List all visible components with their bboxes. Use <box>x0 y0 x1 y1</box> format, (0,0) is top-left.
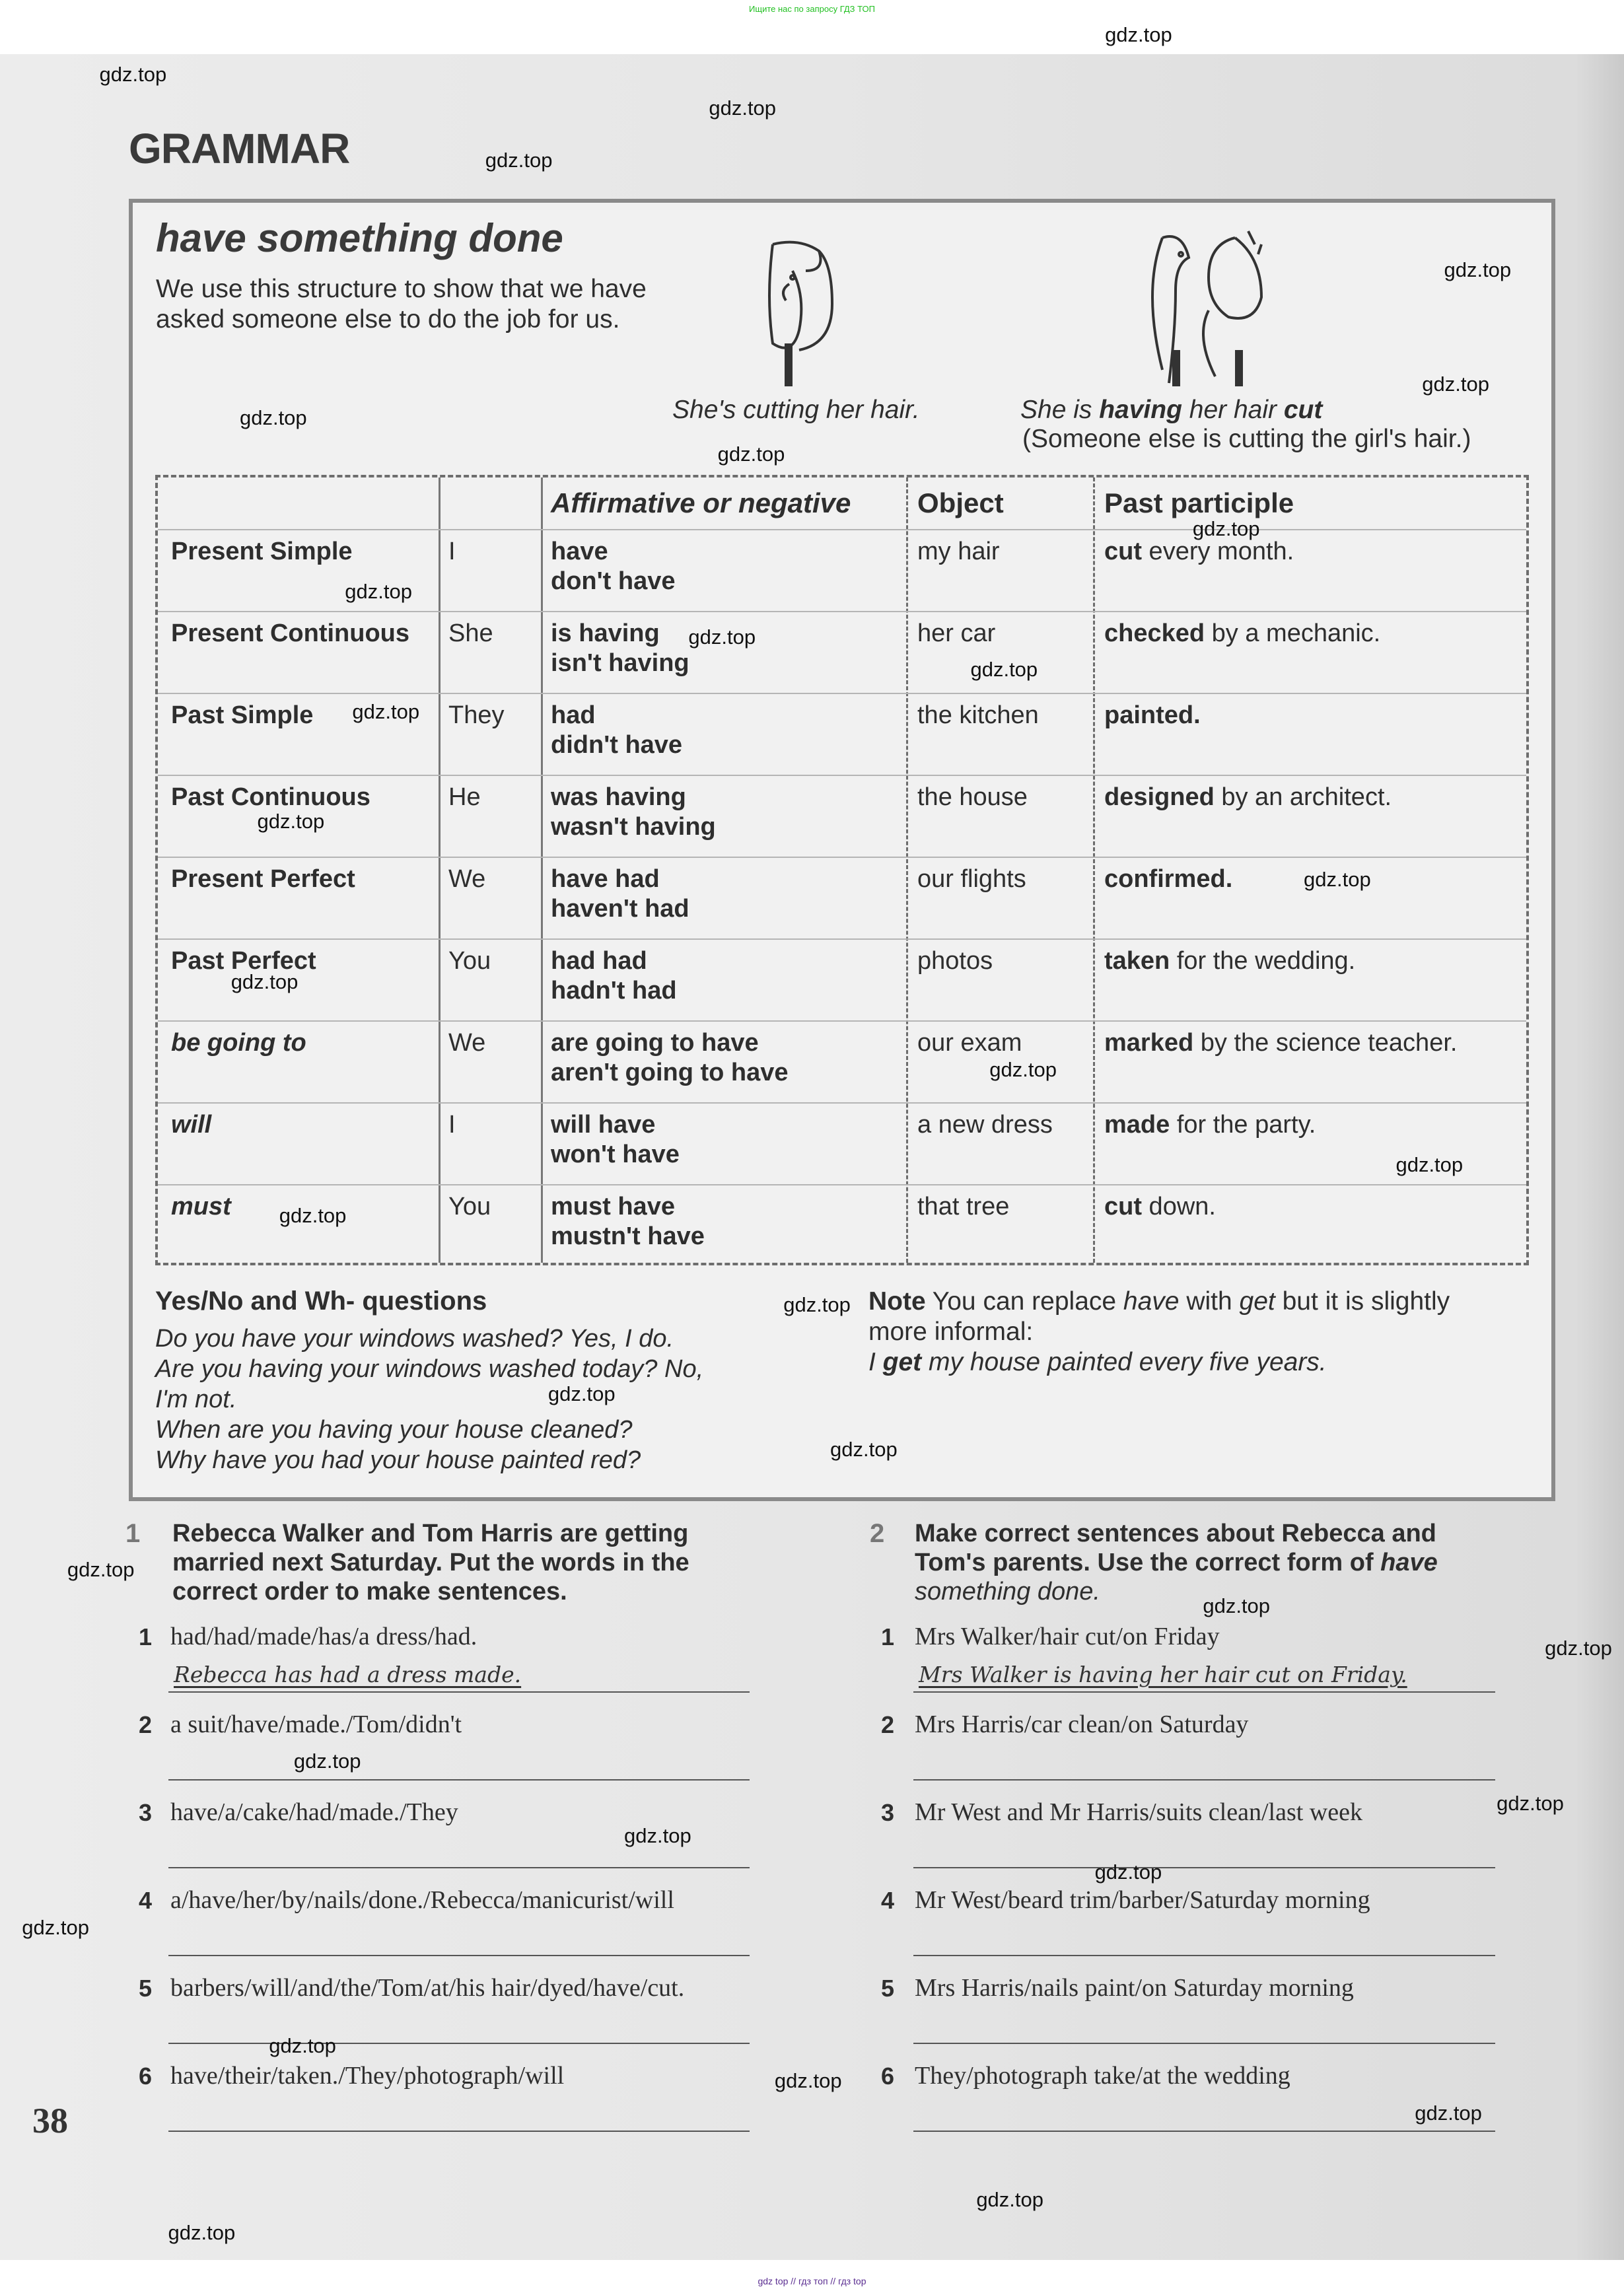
answer-line[interactable] <box>168 1691 750 1693</box>
watermark: gdz.top <box>1192 517 1260 541</box>
participle-rest: by a mechanic. <box>1205 619 1381 647</box>
watermark: gdz.top <box>1415 2101 1482 2125</box>
watermark: gdz.top <box>269 2034 336 2058</box>
note <box>868 1287 1529 1378</box>
answer-line[interactable] <box>168 2043 750 2044</box>
participle-rest: by the science teacher. <box>1193 1029 1458 1057</box>
note-example: my house painted every five years. <box>921 1348 1327 1376</box>
exercise-1-instructions <box>172 1519 689 1606</box>
watermark: gdz.top <box>783 1293 851 1317</box>
item-prompt: barbers/will/and/the/Tom/at/his hair/dyed/have/cut. <box>170 1974 685 2002</box>
item-prompt: have/their/taken./They/photograph/will <box>170 2062 565 2090</box>
row-divider <box>158 1184 1526 1185</box>
watermark: gdz.top <box>1203 1594 1271 1618</box>
negative: wasn't having <box>551 813 716 841</box>
tense-name: Past Perfect <box>171 947 316 975</box>
watermark: gdz.top <box>22 1915 89 1939</box>
negative: won't have <box>551 1141 680 1168</box>
affirmative: had had <box>551 947 647 975</box>
instr-line: married next Saturday. Put the words in the <box>172 1549 689 1576</box>
affirmative: is having <box>551 619 660 647</box>
item-number: 1 <box>139 1623 153 1650</box>
illustration-girl-having-hair-cut <box>1136 225 1354 390</box>
watermark: gdz.top <box>1497 1791 1564 1815</box>
participle: marked <box>1104 1029 1194 1057</box>
caption-cutting: She's cutting her hair. <box>672 396 920 424</box>
watermark: gdz.top <box>1094 1860 1162 1884</box>
participle: confirmed. <box>1104 865 1233 893</box>
question-line: Why have you had your house painted red? <box>155 1446 641 1474</box>
exercise-1-number: 1 <box>125 1519 141 1548</box>
watermark: gdz.top <box>709 96 777 120</box>
item-number: 5 <box>881 1975 895 2002</box>
answer-line[interactable] <box>913 1867 1495 1868</box>
negative: didn't have <box>551 731 683 759</box>
item-number: 6 <box>881 2063 895 2090</box>
negative: hadn't had <box>551 977 677 1005</box>
table-header: Object <box>917 487 1004 518</box>
object: our exam <box>917 1029 1022 1057</box>
subject: I <box>448 538 456 565</box>
caption-explanation: (Someone else is cutting the girl's hair.) <box>1022 425 1471 453</box>
caption-text: She is <box>1020 396 1100 424</box>
instr-line: Tom's parents. Use the correct form of <box>915 1549 1381 1576</box>
answer-line[interactable] <box>913 1779 1495 1781</box>
item-number: 2 <box>881 1711 895 1738</box>
tense-name: must <box>171 1193 231 1220</box>
participle-rest: by an architect. <box>1214 783 1392 811</box>
item-prompt: Mr West and Mr Harris/suits clean/last week <box>915 1798 1362 1826</box>
participle: cut <box>1104 1193 1142 1220</box>
note-text: get <box>1239 1287 1275 1316</box>
item-prompt: Mrs Walker/hair cut/on Friday <box>915 1623 1220 1650</box>
table-header: Past participle <box>1104 487 1294 518</box>
watermark: gdz.top <box>168 2221 236 2245</box>
negative: isn't having <box>551 649 689 677</box>
subject: They <box>448 701 505 729</box>
grammar-title: have something done <box>156 216 563 260</box>
subject: You <box>448 1193 491 1220</box>
participle: taken <box>1104 947 1170 975</box>
section-heading: GRAMMAR <box>129 125 350 172</box>
watermark: gdz.top <box>970 657 1038 681</box>
object: my hair <box>917 538 1000 565</box>
page-number: 38 <box>32 2101 68 2140</box>
watermark: gdz.top <box>345 580 413 604</box>
row-divider <box>158 775 1526 776</box>
past-participle <box>1104 619 1380 649</box>
watermark: gdz.top <box>1304 868 1371 892</box>
watermark: gdz.top <box>623 1823 691 1847</box>
questions-heading: Yes/No and Wh- questions <box>155 1287 487 1316</box>
item-prompt: had/had/made/has/a dress/had. <box>170 1623 477 1650</box>
past-participle <box>1104 783 1392 812</box>
top-note: Ищите нас по запросу ГДЗ ТОП <box>749 4 875 14</box>
affirmative: will have <box>551 1111 656 1139</box>
note-text: You can replace <box>925 1287 1123 1316</box>
instr-line: correct order to make sentences. <box>172 1578 567 1605</box>
item-number: 2 <box>139 1711 153 1738</box>
past-participle <box>1104 1192 1216 1222</box>
note-text: have <box>1123 1287 1180 1316</box>
affirmative: have had <box>551 865 660 893</box>
watermark: gdz.top <box>989 1057 1057 1081</box>
handwritten-answer: Rebecca has had a dress made. <box>174 1662 522 1687</box>
watermark: gdz.top <box>293 1749 361 1773</box>
item-number: 3 <box>139 1799 153 1826</box>
watermark: gdz.top <box>688 625 756 649</box>
watermark: gdz.top <box>1105 23 1172 47</box>
negative: aren't going to have <box>551 1059 789 1086</box>
watermark: gdz.top <box>279 1204 347 1228</box>
answer-line[interactable] <box>168 2131 750 2132</box>
row-divider <box>158 1102 1526 1104</box>
footer-watermark: gdz top // гдз топ // гдз top <box>758 2276 866 2286</box>
watermark: gdz.top <box>1395 1152 1464 1176</box>
participle-rest: down. <box>1142 1193 1216 1220</box>
item-prompt: Mrs Harris/nails paint/on Saturday morning <box>915 1974 1354 2002</box>
answer-line[interactable] <box>913 1691 1495 1693</box>
participle: painted. <box>1104 701 1201 729</box>
item-number: 1 <box>881 1623 895 1650</box>
watermark: gdz.top <box>352 699 420 723</box>
watermark: gdz.top <box>230 970 299 994</box>
object: the kitchen <box>917 701 1039 729</box>
exercise-2-instructions <box>915 1519 1438 1606</box>
affirmative: have <box>551 538 608 565</box>
watermark: gdz.top <box>1545 1637 1612 1660</box>
row-divider <box>158 611 1526 612</box>
subject: I <box>448 1111 456 1139</box>
note-example: I <box>868 1348 883 1376</box>
participle-rest: for the party. <box>1170 1111 1316 1139</box>
watermark: gdz.top <box>485 149 553 172</box>
watermark: gdz.top <box>774 2069 842 2093</box>
answer-line[interactable] <box>168 1955 750 1956</box>
note-text: more informal: <box>868 1318 1034 1346</box>
question-line: When are you having your house cleaned? <box>155 1416 633 1444</box>
affirmative: had <box>551 701 596 729</box>
questions-examples <box>155 1323 703 1475</box>
subject: We <box>448 865 486 893</box>
participle: checked <box>1104 619 1205 647</box>
caption-bold: cut <box>1283 396 1323 424</box>
past-participle <box>1104 946 1355 976</box>
item-prompt: a/have/her/by/nails/done./Rebecca/manicurist/will <box>170 1886 674 1914</box>
caption-text: her hair <box>1182 396 1284 424</box>
object: photos <box>917 947 993 975</box>
participle: cut <box>1104 538 1142 565</box>
item-prompt: have/a/cake/had/made./They <box>170 1798 458 1826</box>
watermark: gdz.top <box>547 1382 616 1406</box>
instr-line: have <box>1380 1549 1438 1576</box>
tense-name: Present Simple <box>171 538 353 565</box>
instr-line: Rebecca Walker and Tom Harris are getting <box>172 1520 689 1547</box>
participle-rest: for the wedding. <box>1170 947 1356 975</box>
watermark: gdz.top <box>99 62 167 86</box>
affirmative: are going to have <box>551 1029 759 1057</box>
tense-name: Present Perfect <box>171 865 355 893</box>
past-participle <box>1104 1028 1457 1058</box>
item-prompt: a suit/have/made./Tom/didn't <box>170 1711 462 1738</box>
tense-name: will <box>171 1111 212 1139</box>
object: the house <box>917 783 1028 811</box>
watermark: gdz.top <box>717 442 785 466</box>
tense-name: Past Simple <box>171 701 314 729</box>
object: her car <box>917 619 996 647</box>
answer-line[interactable] <box>913 2043 1495 2044</box>
question-line: I'm not. <box>155 1386 237 1413</box>
watermark: gdz.top <box>67 1557 135 1581</box>
instr-line: Make correct sentences about Rebecca and <box>915 1520 1436 1547</box>
watermark: gdz.top <box>1444 258 1512 282</box>
row-divider <box>158 1020 1526 1022</box>
answer-line[interactable] <box>168 1867 750 1868</box>
past-participle <box>1104 537 1294 567</box>
tense-name: Present Continuous <box>171 619 410 647</box>
question-line: Do you have your windows washed? Yes, I do. <box>155 1325 674 1353</box>
past-participle <box>1104 701 1201 730</box>
answer-line[interactable] <box>913 2131 1495 2132</box>
note-text: with <box>1179 1287 1240 1316</box>
answer-line[interactable] <box>913 1955 1495 1956</box>
exercise-2-number: 2 <box>870 1519 885 1548</box>
affirmative: was having <box>551 783 686 811</box>
tense-name: be going to <box>171 1029 306 1057</box>
row-divider <box>158 693 1526 694</box>
handwritten-answer: Mrs Walker is having her hair cut on Friday. <box>919 1662 1407 1687</box>
row-divider <box>158 529 1526 530</box>
answer-line[interactable] <box>168 1779 750 1781</box>
subject: She <box>448 619 493 647</box>
item-number: 6 <box>139 2063 153 2090</box>
affirmative: must have <box>551 1193 675 1220</box>
object: a new dress <box>917 1111 1053 1139</box>
past-participle <box>1104 1110 1316 1140</box>
illustration-girl-cutting-hair <box>759 231 958 390</box>
negative: mustn't have <box>551 1222 705 1250</box>
item-number: 4 <box>881 1887 895 1914</box>
watermark: gdz.top <box>257 809 325 833</box>
intro-text: We use this structure to show that we have asked someone else to do the job for us. <box>156 275 647 334</box>
item-number: 5 <box>139 1975 153 2002</box>
caption-having-cut <box>1020 395 1322 425</box>
row-divider <box>158 938 1526 940</box>
participle: designed <box>1104 783 1215 811</box>
item-prompt: Mrs Harris/car clean/on Saturday <box>915 1711 1249 1738</box>
participle-rest: every month. <box>1142 538 1294 565</box>
past-participle <box>1104 864 1232 894</box>
instr-line: something done. <box>915 1578 1100 1605</box>
watermark: gdz.top <box>976 2187 1044 2211</box>
subject: He <box>448 783 481 811</box>
negative: haven't had <box>551 895 689 923</box>
object: our flights <box>917 865 1026 893</box>
note-text: but it is slightly <box>1275 1287 1450 1316</box>
table-header: Affirmative or negative <box>551 487 851 518</box>
note-label: Note <box>868 1287 926 1316</box>
object: that tree <box>917 1193 1010 1220</box>
watermark: gdz.top <box>1422 372 1489 396</box>
negative: don't have <box>551 567 676 595</box>
watermark: gdz.top <box>830 1438 898 1462</box>
participle: made <box>1104 1111 1170 1139</box>
tense-name: Past Continuous <box>171 783 371 811</box>
caption-bold: having <box>1099 396 1182 424</box>
item-number: 4 <box>139 1887 153 1914</box>
subject: We <box>448 1029 486 1057</box>
item-prompt: They/photograph take/at the wedding <box>915 2062 1290 2090</box>
watermark: gdz.top <box>239 406 307 429</box>
note-example: get <box>882 1348 922 1376</box>
question-line: Are you having your windows washed today? No, <box>155 1355 704 1383</box>
item-number: 3 <box>881 1799 895 1826</box>
row-divider <box>158 857 1526 858</box>
subject: You <box>448 947 491 975</box>
item-prompt: Mr West/beard trim/barber/Saturday morning <box>915 1886 1370 1914</box>
